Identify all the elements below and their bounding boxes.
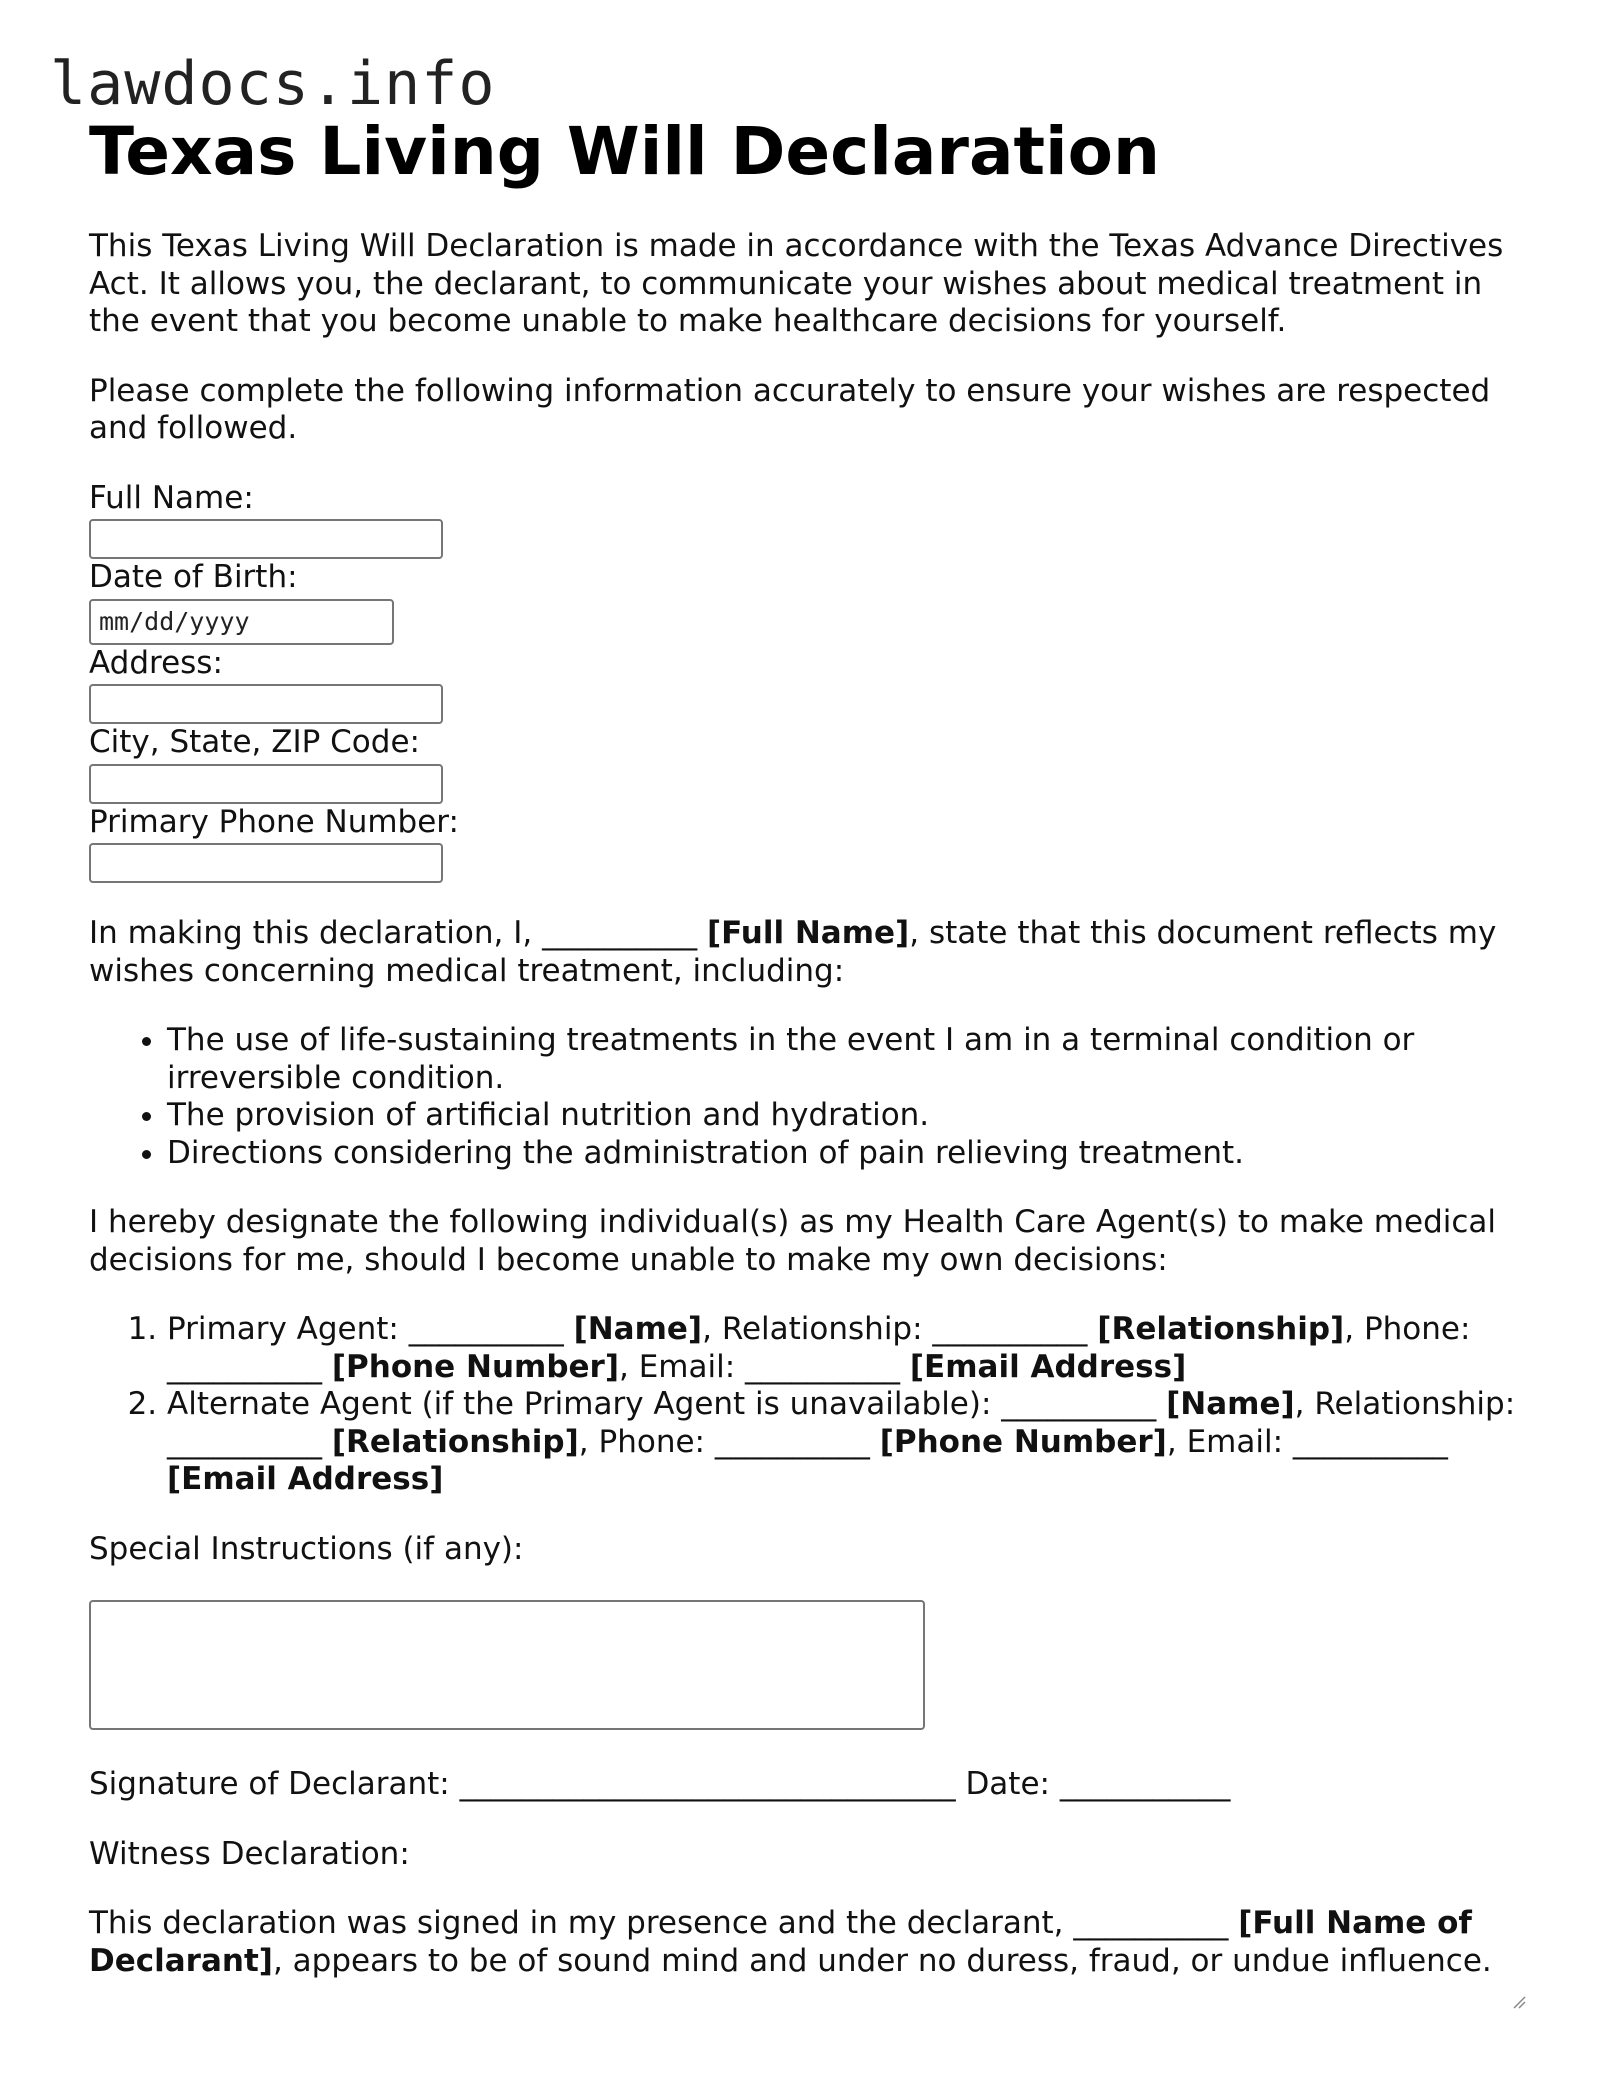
relationship-label: Relationship: — [721, 1311, 933, 1347]
witness-placeholder: [Full Name of Declarant] — [89, 1905, 1472, 1979]
watermark: lawdocs.info — [50, 49, 496, 119]
declaration-blank: __________ — [542, 915, 698, 951]
witness-prefix: This declaration was signed in my presence and the declarant, — [89, 1905, 1074, 1941]
full-name-input[interactable] — [89, 519, 443, 559]
instruction-paragraph: Please complete the following information accurately to ensure your wishes are respected and followed. — [89, 372, 1491, 446]
phone-label: Phone: — [1363, 1311, 1471, 1347]
blank-line: __________ — [1001, 1386, 1157, 1422]
phone-label: Phone: — [598, 1423, 715, 1460]
city-state-zip-label: City, State, ZIP Code: — [89, 724, 420, 760]
witness-statement — [89, 1905, 1529, 1980]
separator: , — [619, 1348, 639, 1385]
relationship-label: Relationship: — [1314, 1386, 1516, 1422]
witness-heading: Witness Declaration: — [89, 1835, 410, 1872]
list-item: • The provision of artificial nutrition and hydration. — [167, 1097, 1529, 1135]
separator: , — [1166, 1423, 1187, 1460]
wishes-list — [89, 1022, 1529, 1172]
blank-line: __________ — [167, 1348, 322, 1385]
personal-info-form — [89, 480, 1529, 884]
blank-line: __________ — [932, 1311, 1088, 1347]
email-placeholder: [Email Address] — [167, 1461, 444, 1497]
phone-label: Primary Phone Number: — [89, 803, 459, 840]
date-blank: ___________ — [1059, 1766, 1231, 1802]
intro-paragraph: This Texas Living Will Declaration is made in accordance with the Texas Advance Directives Act. It allows you, the declarant, to communicate your wishes about medical treatment in the event that you become unable to make healthcare decisions for yourself. — [89, 228, 1504, 339]
declaration-prefix: In making this declaration, I, — [89, 915, 543, 951]
primary-agent-item — [167, 1311, 1529, 1386]
blank-line: __________ — [745, 1348, 901, 1385]
blank-line: __________ — [1292, 1423, 1448, 1460]
resize-grip-icon[interactable] — [1512, 1995, 1526, 2009]
blank-line: __________ — [714, 1423, 870, 1460]
signature-blank: ________________________________ — [459, 1766, 956, 1802]
special-instructions-textarea[interactable] — [89, 1600, 925, 1730]
relationship-placeholder: [Relationship] — [331, 1423, 579, 1460]
signature-line — [89, 1766, 1529, 1804]
dob-input[interactable]: mm/dd/yyyy — [89, 599, 394, 645]
name-placeholder: [Name] — [573, 1311, 703, 1347]
witness-suffix: , appears to be of sound mind and under no duress, fraud, or undue influence. — [272, 1942, 1492, 1979]
page-title: Texas Living Will Declaration — [89, 113, 1160, 190]
full-name-label: Full Name: — [89, 479, 254, 516]
phone-input[interactable] — [89, 843, 443, 883]
dob-label: Date of Birth: — [89, 559, 298, 595]
separator: , — [578, 1423, 599, 1460]
address-label: Address: — [89, 644, 223, 681]
agents-list — [89, 1311, 1529, 1499]
special-instructions-label: Special Instructions (if any): — [89, 1530, 524, 1567]
address-input[interactable] — [89, 684, 443, 724]
email-label: Email: — [1186, 1423, 1293, 1460]
relationship-placeholder: [Relationship] — [1097, 1311, 1345, 1347]
list-item: • Directions considering the administration of pain relieving treatment. — [167, 1135, 1529, 1173]
declaration-suffix: , state that this document reflects my wishes concerning medical treatment, including: — [89, 915, 1497, 989]
separator: , — [1294, 1386, 1315, 1422]
list-item: • The use of life-sustaining treatments in the event I am in a terminal condition or irreversible condition. — [167, 1022, 1529, 1097]
phone-placeholder: [Phone Number] — [879, 1423, 1167, 1460]
declaration-paragraph — [89, 915, 1529, 990]
name-placeholder: [Name] — [1166, 1386, 1295, 1422]
blank-line: __________ — [167, 1423, 322, 1460]
witness-blank: __________ — [1073, 1905, 1229, 1941]
separator: , — [1344, 1311, 1364, 1347]
email-placeholder: [Email Address] — [909, 1348, 1187, 1385]
document-body — [89, 112, 1529, 2012]
phone-placeholder: [Phone Number] — [331, 1348, 619, 1385]
date-label: Date: — [965, 1766, 1060, 1802]
email-label: Email: — [638, 1348, 746, 1385]
primary-agent-label: Primary Agent: — [167, 1311, 409, 1347]
signature-label: Signature of Declarant: — [89, 1766, 460, 1802]
declaration-full-name-placeholder: [Full Name] — [706, 915, 910, 951]
separator: , — [702, 1311, 722, 1347]
alternate-agent-label: Alternate Agent (if the Primary Agent is unavailable): — [167, 1386, 1002, 1422]
city-state-zip-input[interactable] — [89, 764, 443, 804]
alternate-agent-item — [167, 1386, 1529, 1499]
designation-paragraph: I hereby designate the following individual(s) as my Health Care Agent(s) to make medical decisions for me, should I become unable to make my own decisions: — [89, 1204, 1497, 1278]
blank-line: __________ — [408, 1311, 564, 1347]
